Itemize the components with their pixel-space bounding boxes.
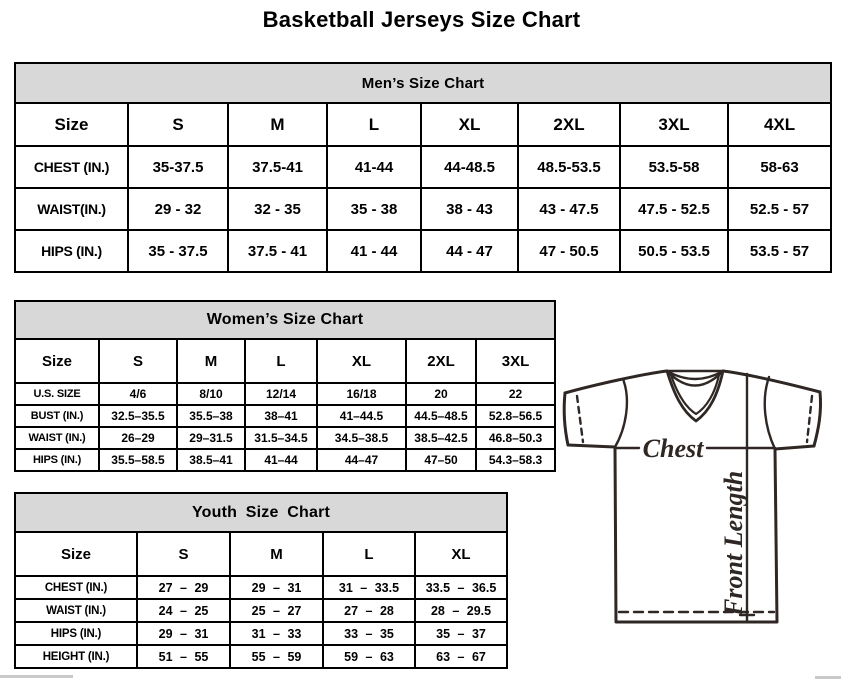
table-cell: 41–44.5 xyxy=(317,405,406,427)
table-cell: 31 – 33 xyxy=(230,622,323,645)
table-cell: 41-44 xyxy=(327,146,421,188)
table-row xyxy=(15,576,507,599)
table-row xyxy=(15,383,555,405)
column-header: 3XL xyxy=(476,339,555,383)
table-cell: 38.5–41 xyxy=(177,449,245,471)
table-cell: 44 - 47 xyxy=(421,230,518,272)
row-label: CHEST (IN.) xyxy=(15,146,128,188)
table-cell: 51 – 55 xyxy=(137,645,230,668)
horizontal-scrollbar-fragment-left[interactable] xyxy=(0,675,73,678)
table-cell: 27 – 29 xyxy=(137,576,230,599)
table-cell: 48.5-53.5 xyxy=(518,146,620,188)
table-cell: 38 - 43 xyxy=(421,188,518,230)
row-label: HEIGHT (IN.) xyxy=(15,645,137,668)
column-header: Size xyxy=(15,103,128,146)
table-cell: 47.5 - 52.5 xyxy=(620,188,728,230)
table-cell: 29 – 31 xyxy=(137,622,230,645)
table-cell: 34.5–38.5 xyxy=(317,427,406,449)
table-cell: 29 - 32 xyxy=(128,188,228,230)
table-title-row xyxy=(15,493,507,532)
table-row xyxy=(15,449,555,471)
row-label: WAIST (IN.) xyxy=(15,427,99,449)
row-label: HIPS (IN.) xyxy=(15,230,128,272)
table-cell: 35.5–38 xyxy=(177,405,245,427)
table-row xyxy=(15,645,507,668)
womens-size-chart-body xyxy=(15,301,555,471)
column-header: 2XL xyxy=(406,339,476,383)
table-row xyxy=(15,188,831,230)
column-header: M xyxy=(230,532,323,576)
table-cell: 63 – 67 xyxy=(415,645,507,668)
column-header: M xyxy=(228,103,327,146)
table-cell: 35-37.5 xyxy=(128,146,228,188)
table-cell: 32.5–35.5 xyxy=(99,405,177,427)
column-header: S xyxy=(137,532,230,576)
column-header: Size xyxy=(15,339,99,383)
table-cell: 44-48.5 xyxy=(421,146,518,188)
table-cell: 27 – 28 xyxy=(323,599,415,622)
front-length-label: Front Length xyxy=(719,470,748,616)
table-title: Youth Size Chart xyxy=(15,493,507,532)
row-label: HIPS (IN.) xyxy=(15,449,99,471)
column-header: XL xyxy=(415,532,507,576)
column-header: S xyxy=(128,103,228,146)
row-label: HIPS (IN.) xyxy=(15,622,137,645)
table-cell: 53.5 - 57 xyxy=(728,230,831,272)
table-row xyxy=(15,622,507,645)
table-row xyxy=(15,599,507,622)
table-header-row xyxy=(15,532,507,576)
table-header-row xyxy=(15,103,831,146)
table-cell: 4/6 xyxy=(99,383,177,405)
table-cell: 44.5–48.5 xyxy=(406,405,476,427)
table-cell: 38.5–42.5 xyxy=(406,427,476,449)
table-cell: 41 - 44 xyxy=(327,230,421,272)
table-cell: 46.8–50.3 xyxy=(476,427,555,449)
row-label: WAIST(IN.) xyxy=(15,188,128,230)
table-cell: 47 - 50.5 xyxy=(518,230,620,272)
column-header: L xyxy=(245,339,317,383)
table-cell: 52.8–56.5 xyxy=(476,405,555,427)
table-cell: 32 - 35 xyxy=(228,188,327,230)
table-cell: 29 – 31 xyxy=(230,576,323,599)
womens-size-chart-table xyxy=(14,300,556,472)
table-cell: 35 - 37.5 xyxy=(128,230,228,272)
table-cell: 35.5–58.5 xyxy=(99,449,177,471)
table-cell: 31.5–34.5 xyxy=(245,427,317,449)
table-cell: 37.5-41 xyxy=(228,146,327,188)
table-cell: 50.5 - 53.5 xyxy=(620,230,728,272)
table-title: Women’s Size Chart xyxy=(15,301,555,339)
table-cell: 44–47 xyxy=(317,449,406,471)
row-label: BUST (IN.) xyxy=(15,405,99,427)
table-row xyxy=(15,230,831,272)
table-cell: 35 - 38 xyxy=(327,188,421,230)
table-cell: 26–29 xyxy=(99,427,177,449)
table-title-row xyxy=(15,63,831,103)
table-cell: 24 – 25 xyxy=(137,599,230,622)
table-cell: 52.5 - 57 xyxy=(728,188,831,230)
table-row xyxy=(15,427,555,449)
mens-size-chart-table xyxy=(14,62,832,273)
table-cell: 58-63 xyxy=(728,146,831,188)
table-cell: 35 – 37 xyxy=(415,622,507,645)
table-row xyxy=(15,405,555,427)
chest-label: Chest xyxy=(642,434,704,463)
column-header: XL xyxy=(421,103,518,146)
table-cell: 47–50 xyxy=(406,449,476,471)
table-title: Men’s Size Chart xyxy=(15,63,831,103)
table-cell: 31 – 33.5 xyxy=(323,576,415,599)
youth-size-chart-body xyxy=(15,493,507,668)
column-header: 4XL xyxy=(728,103,831,146)
column-header: XL xyxy=(317,339,406,383)
column-header: 2XL xyxy=(518,103,620,146)
table-cell: 41–44 xyxy=(245,449,317,471)
table-cell: 22 xyxy=(476,383,555,405)
table-cell: 12/14 xyxy=(245,383,317,405)
table-cell: 55 – 59 xyxy=(230,645,323,668)
table-title-row xyxy=(15,301,555,339)
table-cell: 20 xyxy=(406,383,476,405)
row-label: CHEST (IN.) xyxy=(15,576,137,599)
table-cell: 38–41 xyxy=(245,405,317,427)
page-title: Basketball Jerseys Size Chart xyxy=(262,7,581,32)
table-cell: 29–31.5 xyxy=(177,427,245,449)
youth-size-chart-table xyxy=(14,492,508,669)
table-header-row xyxy=(15,339,555,383)
table-cell: 8/10 xyxy=(177,383,245,405)
column-header: S xyxy=(99,339,177,383)
table-row xyxy=(15,146,831,188)
table-cell: 28 – 29.5 xyxy=(415,599,507,622)
table-cell: 43 - 47.5 xyxy=(518,188,620,230)
table-cell: 54.3–58.3 xyxy=(476,449,555,471)
table-cell: 25 – 27 xyxy=(230,599,323,622)
column-header: L xyxy=(323,532,415,576)
column-header: M xyxy=(177,339,245,383)
mens-size-chart-body xyxy=(15,63,831,272)
column-header: L xyxy=(327,103,421,146)
jersey-collar xyxy=(667,371,723,421)
jersey-outline xyxy=(564,371,820,622)
table-cell: 59 – 63 xyxy=(323,645,415,668)
table-cell: 53.5-58 xyxy=(620,146,728,188)
row-label: WAIST (IN.) xyxy=(15,599,137,622)
column-header: Size xyxy=(15,532,137,576)
table-cell: 33.5 – 36.5 xyxy=(415,576,507,599)
table-cell: 33 – 35 xyxy=(323,622,415,645)
column-header: 3XL xyxy=(620,103,728,146)
table-cell: 16/18 xyxy=(317,383,406,405)
table-cell: 37.5 - 41 xyxy=(228,230,327,272)
row-label: U.S. SIZE xyxy=(15,383,99,405)
jersey-measurement-diagram xyxy=(558,358,834,628)
